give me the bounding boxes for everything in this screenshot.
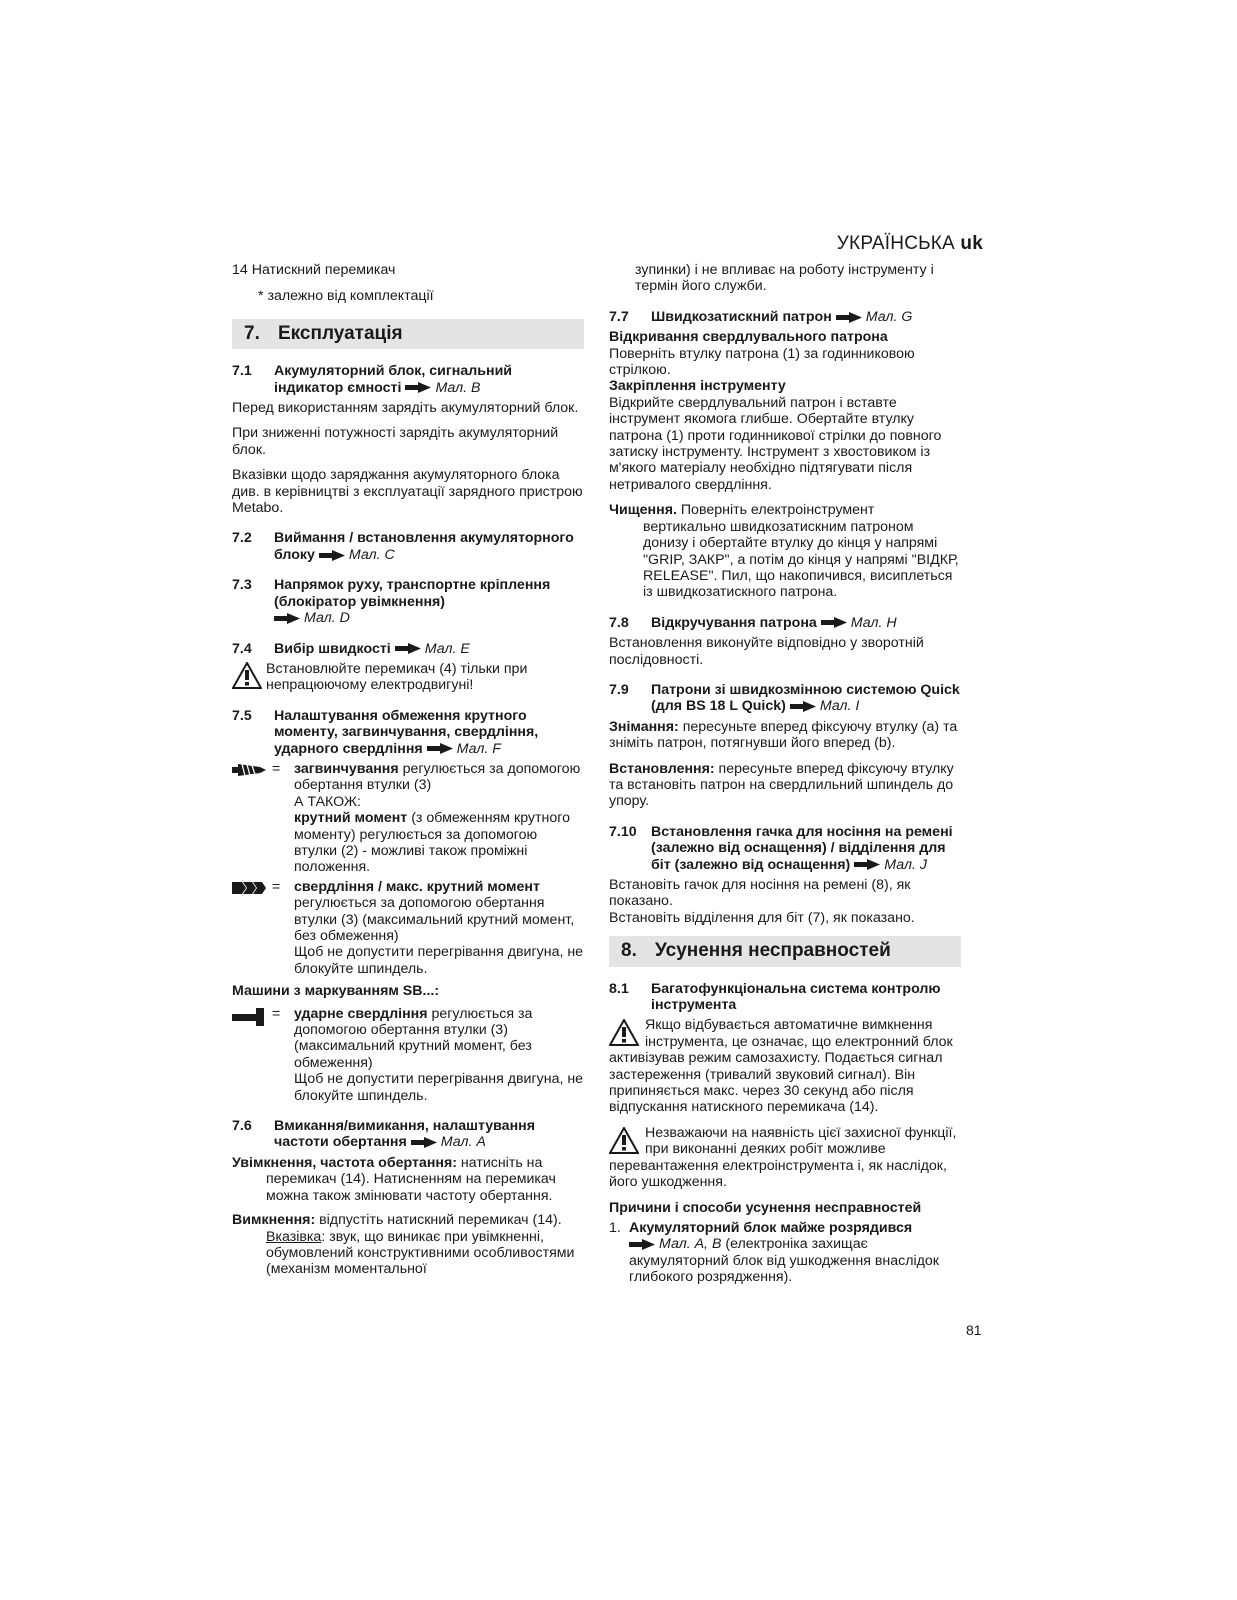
paragraph: Поверніть втулку патрона (1) за годинниковою стрілкою. [609, 345, 915, 379]
right-column [609, 262, 961, 1286]
subsection-7-6-heading: 7.6 Вмикання/вимикання, налаштування частоти обертання Мал. A [232, 1118, 535, 1151]
subsection-7-4-heading: 7.4 Вибір швидкості Мал. E [232, 640, 470, 657]
switch-on-paragraph: Увімкнення, частота обертання: натисніть на перемикач (14). Натисненням на перемикач можна також змінювати частоту обертання. [232, 1154, 556, 1204]
warning-icon [609, 1019, 639, 1046]
arrow-icon [319, 550, 345, 561]
left-column [232, 262, 584, 1286]
drill-bit-icon [232, 881, 266, 895]
paragraph: Відкрийте свердлувальний патрон і вставте інструмент якомога глибше. Обертайте втулку патрона (1) проти годинникової стрілки до повного затиску інструменту. Інструмент з хвостовиком із м'якого матеріалу необхідно підтягувати після нетривалого свердління. [609, 394, 942, 493]
page-number: 81 [966, 1322, 982, 1338]
paragraph: Вказівки щодо заряджання акумуляторного блока див. в керівництві з експлуатації зарядного пристрою Metabo. [232, 467, 583, 517]
subsection-7-10-heading: 7.10 Встановлення гачка для носіння на ремені (залежно від оснащення) / відділення для біт (залежно від оснащення) Мал. J [609, 823, 953, 873]
subsection-7-7-heading: 7.7 Швидкозатискний патрон Мал. G [609, 308, 913, 325]
subsection-7-1-heading: 7.1 Акумуляторний блок, сигнальний індикатор ємності Мал. B [232, 363, 513, 396]
language-header: УКРАЇНСЬКА uk [836, 233, 983, 254]
removing-paragraph: Знімання: пересуньте вперед фіксуючу втулку (a) та зніміть патрон, потягнувши його вперед (b). [609, 718, 958, 752]
section-7-heading: 7. Експлуатація [232, 319, 584, 349]
warning-note: Незважаючи на наявність цієї захисної функції, при виконанні деяких робіт можливе перевантаження електроінструмента і, як наслідок, його ушкодження. [609, 1124, 957, 1191]
arrow-icon [821, 617, 847, 628]
installing-paragraph: Встановлення: пересуньте вперед фіксуючу втулку та встановіть патрон на свердлильний шпиндель до упору. [609, 760, 954, 810]
arrow-icon [836, 312, 862, 323]
warning-icon [232, 662, 262, 689]
footnote: * залежно від комплектації [258, 288, 434, 305]
subsection-7-2-heading: 7.2 Виймання / встановлення акумуляторного блоку Мал. C [232, 530, 574, 563]
screwdriving-setting: = загвинчування регулюється за допомогою обертання втулки (3) А ТАКОЖ: крутний момент (з обмеженням крутного моменту) регулюється за допомогою втулки (2) - можливі також проміжні положення. [232, 761, 584, 876]
paragraph: Перед використанням зарядіть акумуляторний блок. [232, 400, 579, 417]
cleaning-paragraph: Чищення. Поверніть електроінструмент вертикально швидкозатискним патроном донизу і обертайте втулку до кінця у напрямі "GRIP, ЗАКР", а потім до кінця у напрямі "ВІДКР, RELEASE". Пил, що накопичився, висиплеться із швидкозатискного патрона. [609, 502, 959, 601]
paragraph: При зниженні потужності зарядіть акумуляторний блок. [232, 425, 559, 458]
arrow-icon [629, 1239, 655, 1250]
legend-item-14: 14 Натискний перемикач [232, 262, 396, 278]
list-item: 1. Акумуляторний блок майже розрядився Мал. A, B (електроніка захищає акумуляторний блок від ушкодження внаслідок глибокого розрядження). [609, 1219, 940, 1286]
arrow-icon [405, 382, 431, 393]
troubleshooting-heading: Причини і способи усунення несправностей [609, 1199, 922, 1216]
subsection-7-8-heading: 7.8 Відкручування патрона Мал. H [609, 614, 897, 631]
arrow-icon [274, 613, 300, 624]
arrow-icon [411, 1137, 437, 1148]
screw-icon [232, 763, 266, 777]
hammer-drilling-setting: = ударне свердління регулюється за допомогою обертання втулки (3) (максимальний крутний момент, без обмеження) Щоб не допустити перегрівання двигуна, не блокуйте шпиндель. [232, 1006, 584, 1104]
warning-note: Встановлюйте перемикач (4) тільки при непрацюючому електродвигуні! [232, 661, 584, 694]
drilling-setting: = свердління / макс. крутний момент регулюється за допомогою обертання втулки (3) (максимальний крутний момент, без обмеження) Щоб не допустити перегрівання двигуна, не блокуйте шпиндель. [232, 879, 584, 977]
subsection-7-5-heading: 7.5 Налаштування обмеження крутного моменту, загвинчування, свердління, ударного свердління Мал. F [232, 707, 539, 757]
section-8-heading: 8. Усунення несправностей [609, 936, 961, 966]
arrow-icon [395, 643, 421, 654]
sb-machines-heading: Машини з маркуванням SB...: [232, 983, 440, 1000]
hammer-icon [232, 1008, 266, 1026]
paragraph: Встановіть відділення для біт (7), як показано. [609, 909, 915, 926]
subsection-8-1-heading: 8.1 Багатофункціональна система контролю інструмента [609, 980, 941, 1014]
continued-paragraph: зупинки) і не впливає на роботу інструменту і термін його служби. [635, 262, 934, 295]
arrow-icon [790, 701, 816, 712]
open-chuck-heading: Відкривання свердлувального патрона [609, 329, 888, 346]
paragraph: Встановіть гачок для носіння на ремені (8), як показано. [609, 877, 911, 910]
arrow-icon [854, 859, 880, 870]
subsection-7-3-heading: 7.3 Напрямок руху, транспортне кріплення (блокіратор увімкнення) Мал. D [232, 577, 551, 627]
subsection-7-9-heading: 7.9 Патрони зі швидкозмінною системою Quick (для BS 18 L Quick) Мал. I [609, 681, 960, 715]
warning-icon [609, 1127, 639, 1154]
arrow-icon [427, 743, 453, 754]
paragraph: Встановлення виконуйте відповідно у зворотній послідовності. [609, 635, 924, 668]
warning-note: Якщо відбувається автоматичне вимкнення інструмента, це означає, що електронний блок активізував режим самозахисту. Подається сигнал застереження (тривалий звуковий сигнал). Він припиняється макс. через 30 секунд або після відпускання натискного перемикача (14). [609, 1017, 953, 1116]
clamp-tool-heading: Закріплення інструменту [609, 378, 786, 395]
switch-off-paragraph: Вимкнення: відпустіть натискний перемикач (14). Вказівка: звук, що виникає при увімкненні, обумовлений конструктивними особливостями (механізм моментальної [232, 1212, 575, 1278]
